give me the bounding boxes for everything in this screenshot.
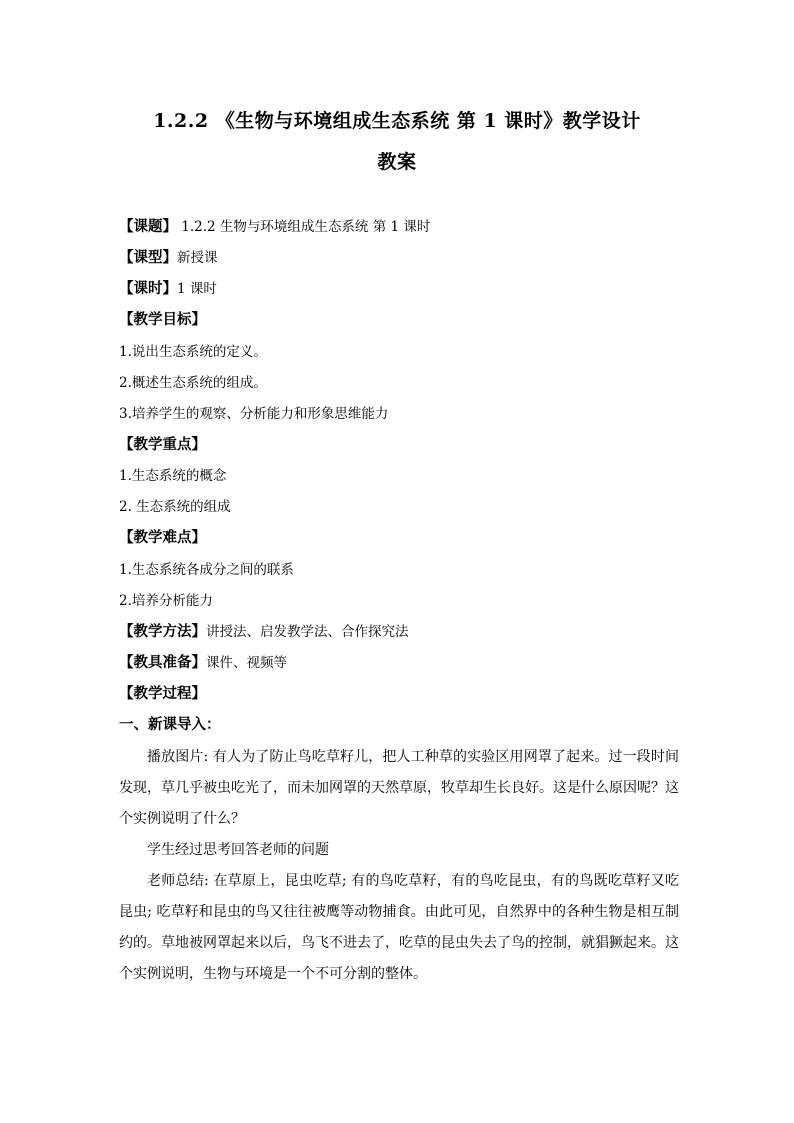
key-point-item: 2. 生态系统的组成	[119, 499, 231, 515]
hours-value: 1 课时	[177, 281, 217, 297]
difficulty-item: 2.培养分析能力	[119, 593, 213, 609]
objective-item: 3.培养学生的观察、分析能力和形象思维能力	[119, 406, 389, 422]
difficulties-heading: 【教学难点】	[119, 529, 206, 546]
tools-label: 【教具准备】	[119, 654, 206, 671]
methods-label: 【教学方法】	[119, 623, 206, 640]
difficulty-item: 1.生态系统各成分之间的联系	[119, 562, 294, 578]
student-response-paragraph: 学生经过思考回答老师的问题	[147, 842, 329, 858]
process-heading: 【教学过程】	[119, 685, 206, 702]
methods-value: 讲授法、启发教学法、合作探究法	[206, 624, 409, 640]
topic-value: 1.2.2 生物与环境组成生态系统 第 1 课时	[177, 219, 431, 235]
intro-paragraph: 播放图片: 有人为了防止鸟吃草籽儿，把人工种草的实验区用网罩了起来。过一段时间发现，草几乎被虫吃光了，而未加网罩的天然草原，牧草却生长良好。这是什么原因呢？这个实例说明了什么？	[119, 749, 679, 827]
type-value: 新授课	[177, 250, 218, 266]
document-title: 1.2.2 《生物与环境组成生态系统 第 1 课时》教学设计	[153, 110, 641, 132]
objective-item: 1.说出生态系统的定义。	[119, 344, 267, 360]
document-subtitle: 教案	[377, 151, 417, 173]
type-line	[119, 249, 218, 267]
hours-label: 【课时】	[119, 280, 177, 297]
topic-line	[119, 218, 430, 236]
type-label: 【课型】	[119, 249, 177, 266]
objectives-heading: 【教学目标】	[119, 311, 206, 328]
objective-item: 2.概述生态系统的组成。	[119, 375, 267, 391]
hours-line	[119, 280, 217, 298]
teacher-summary-paragraph: 老师总结: 在草原上，昆虫吃草; 有的鸟吃草籽，有的鸟吃昆虫，有的鸟既吃草籽又吃昆虫; 吃草籽和昆虫的鸟又往往被鹰等动物捕食。由此可见，自然界中的各种生物是相互制约的。草地被网罩起来以后，鸟飞不进去了，吃草的昆虫失去了鸟的控制，就猖獗起来。这个实例说明，生物与环境是一个不可分割的整体。	[119, 873, 679, 982]
key-points-heading: 【教学重点】	[119, 436, 206, 453]
tools-value: 课件、视频等	[206, 655, 287, 671]
key-point-item: 1.生态系统的概念	[119, 468, 227, 484]
methods-line	[119, 623, 409, 641]
tools-line	[119, 654, 287, 672]
intro-section-heading: 一、新课导入：	[119, 716, 221, 733]
topic-label: 【课题】	[119, 218, 177, 235]
